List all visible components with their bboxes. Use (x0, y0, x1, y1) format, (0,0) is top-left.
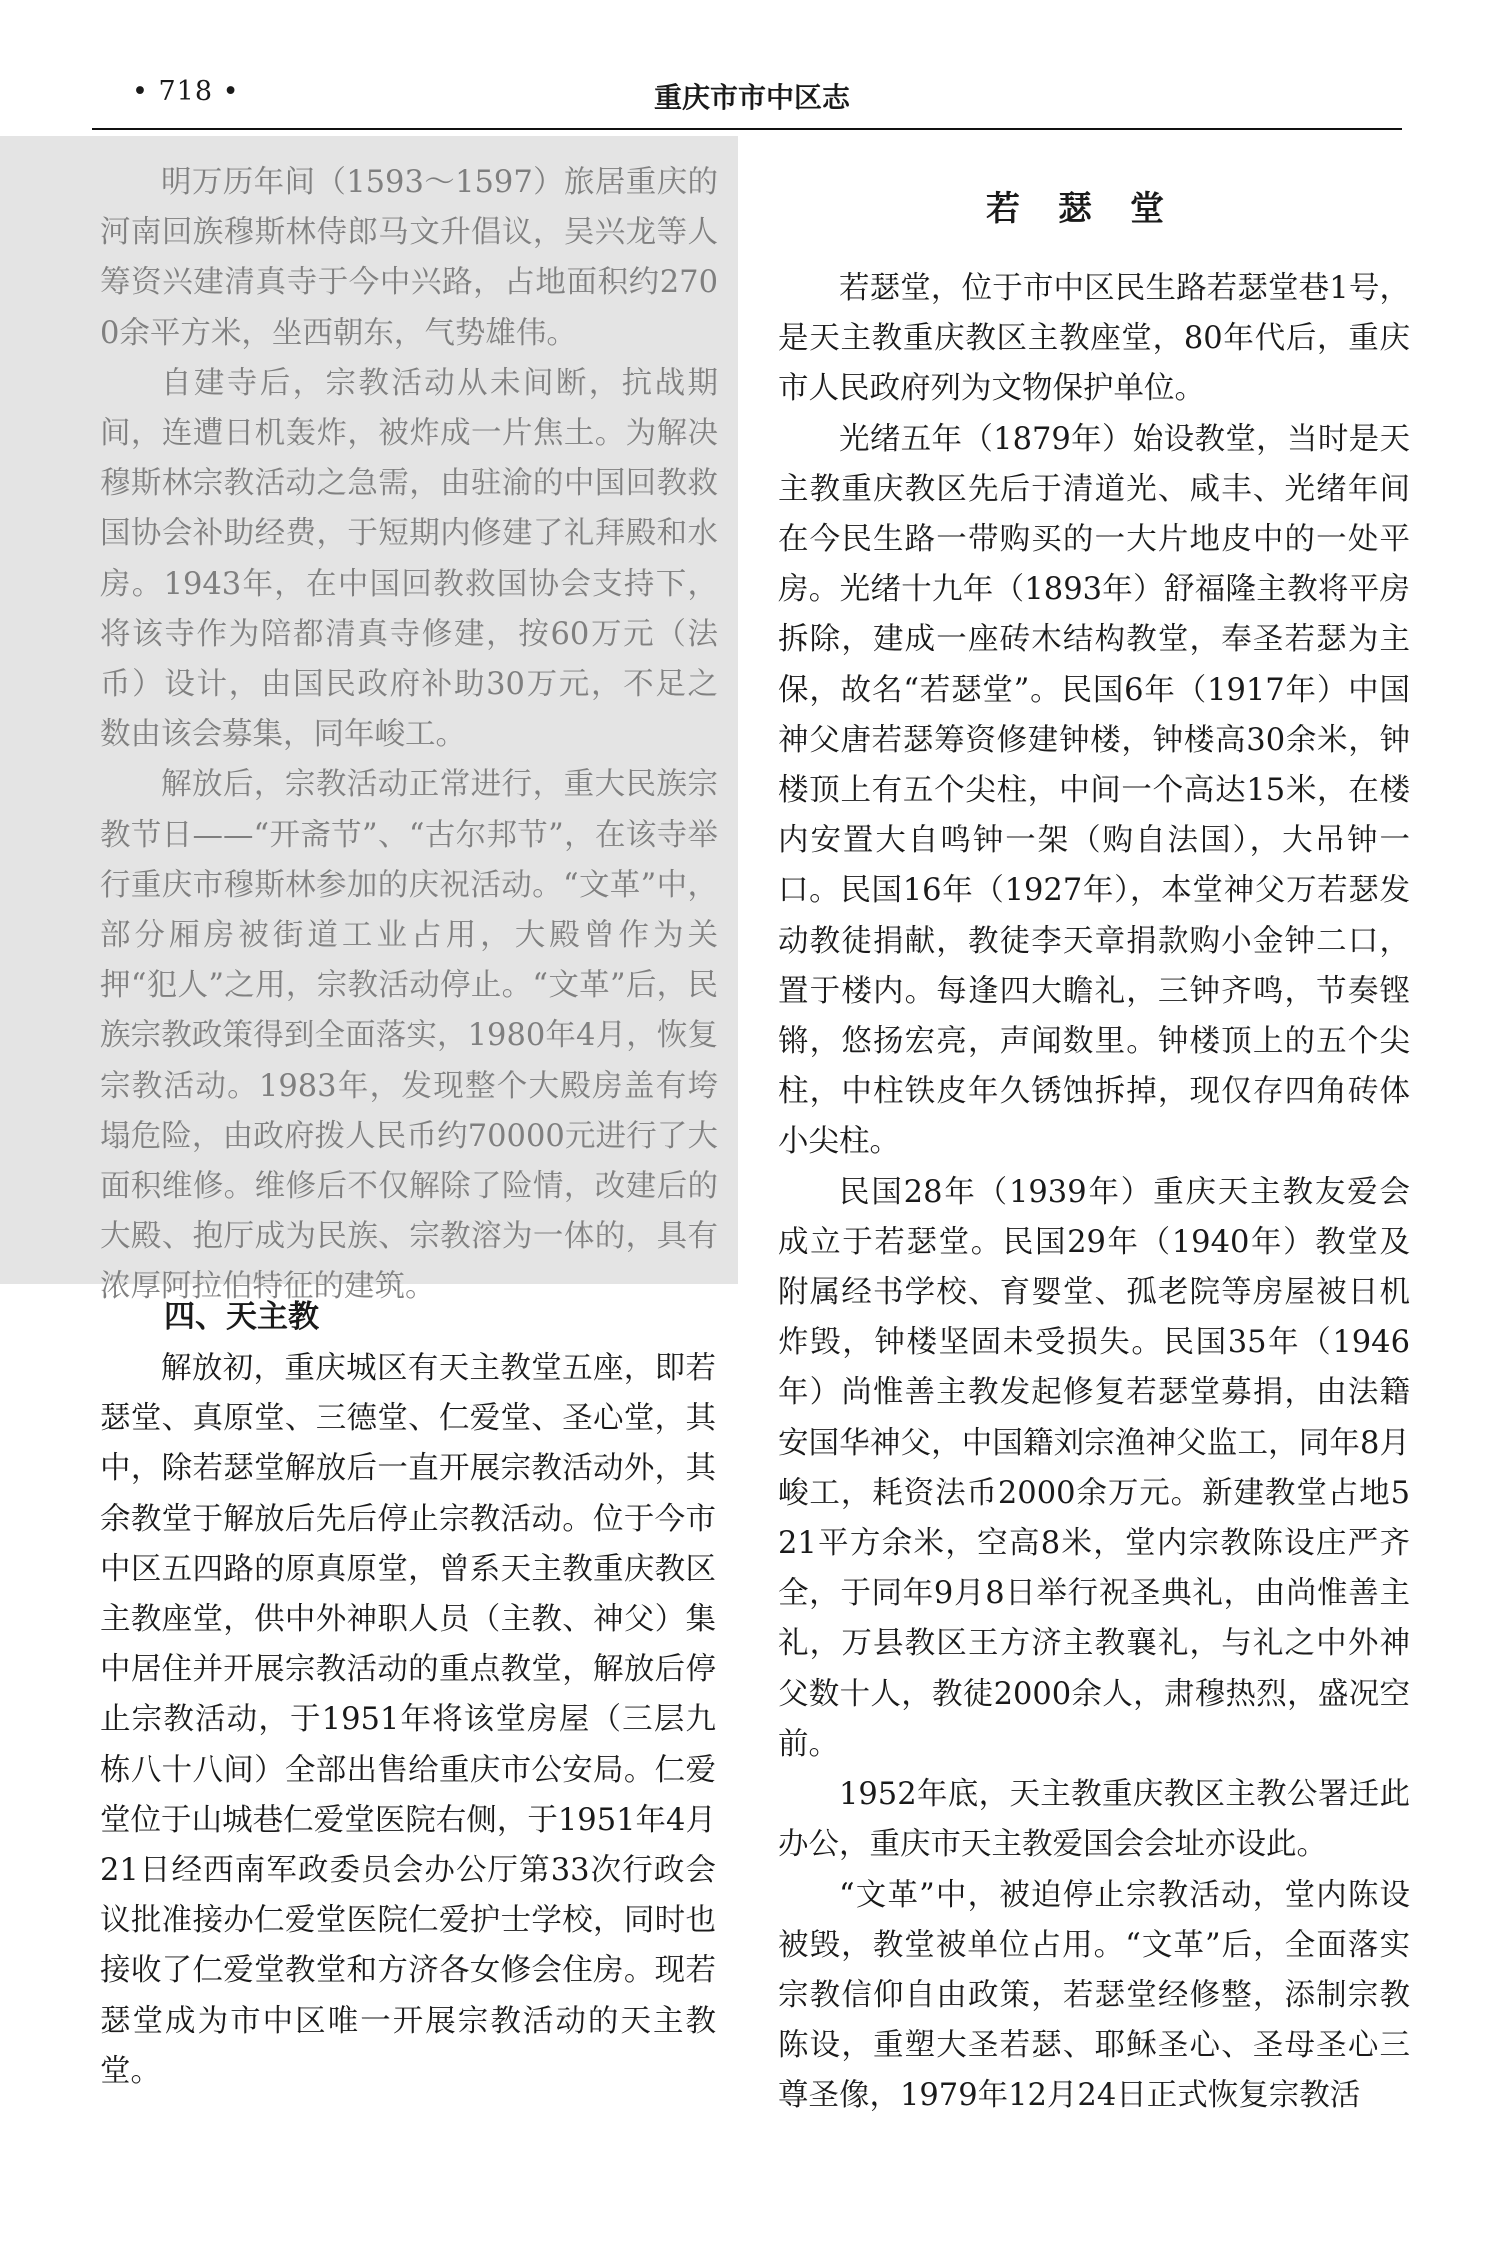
paragraph: 解放后，宗教活动正常进行，重大民族宗教节日——“开斋节”、“古尔邦节”，在该寺举行重庆市穆斯林参加的庆祝活动。“文革”中，部分厢房被街道工业占用，大殿曾作为关押“犯人”之用，宗教活动停止。“文革”后，民族宗教政策得到全面落实，1980年4月，恢复宗教活动。1983年，发现整个大殿房盖有垮塌危险，由政府拨人民币约70000元进行了大面积维修。维修后不仅解除了险情，改建后的大殿、抱厅成为民族、宗教溶为一体的，具有浓厚阿拉伯特征的建筑。 (100, 767, 718, 1305)
left-column (0, 136, 738, 2097)
paragraph: 光绪五年（1879年）始设教堂，当时是天主教重庆教区先后于清道光、咸丰、光绪年间在今民生路一带购买的一大片地皮中的一处平房。光绪十九年（1893年）舒福隆主教将平房拆除，建成一座砖木结构教堂，奉圣若瑟为主保，故名“若瑟堂”。民国6年（1917年）中国神父唐若瑟筹资修建钟楼，钟楼高30余米，钟楼顶上有五个尖柱，中间一个高达15米，在楼内安置大自鸣钟一架（购自法国），大吊钟一口。民国16年（1927年），本堂神父万若瑟发动教徒捐献，教徒李天章捐款购小金钟二口，置于楼内。每逢四大瞻礼，三钟齐鸣，节奏铿锵，悠扬宏亮，声闻数里。钟楼顶上的五个尖柱，中柱铁皮年久锈蚀拆掉，现仅存四角砖体小尖柱。 (778, 421, 1410, 1160)
running-title: 重庆市市中区志 (654, 81, 851, 114)
paragraph: 若瑟堂，位于市中区民生路若瑟堂巷1号，是天主教重庆教区主教座堂，80年代后，重庆市人民政府列为文物保护单位。 (778, 271, 1410, 407)
shaded-block (0, 136, 738, 1305)
paragraph: 解放初，重庆城区有天主教堂五座，即若瑟堂、真原堂、三德堂、仁爱堂、圣心堂，其中，除若瑟堂解放后一直开展宗教活动外，其余教堂于解放后先后停止宗教活动。位于今市中区五四路的原真原堂，曾系天主教重庆教区主教座堂，供中外神职人员（主教、神父）集中居住并开展宗教活动的重点教堂，解放后停止宗教活动，于1951年将该堂房屋（三层九栋八十八间）全部出售给重庆市公安局。仁爱堂位于山城巷仁爱堂医院右侧，于1951年4月21日经西南军政委员会办公厅第33次行政会议批准接办仁爱堂医院仁爱护士学校，同时也接收了仁爱堂教堂和方济各女修会住房。现若瑟堂成为市中区唯一开展宗教活动的天主教堂。 (100, 1351, 716, 2089)
paragraph: 明万历年间（1593～1597）旅居重庆的河南回族穆斯林侍郎马文升倡议，吴兴龙等人筹资兴建清真寺于今中兴路，占地面积约2700余平方米，坐西朝东，气势雄伟。 (100, 165, 718, 351)
subsection-title: 若瑟堂 (986, 189, 1202, 229)
paragraph: 民国28年（1939年）重庆天主教友爱会成立于若瑟堂。民国29年（1940年）教堂及附属经书学校、育婴堂、孤老院等房屋被日机炸毁，钟楼坚固未受损失。民国35年（1946年）尚惟善主教发起修复若瑟堂募捐，由法籍安国华神父，中国籍刘宗渔神父监工，同年8月峻工，耗资法币2000余万元。新建教堂占地521平方余米，空高8米，堂内宗教陈设庄严齐全，于同年9月8日举行祝圣典礼，由尚惟善主礼，万县教区王方济主教襄礼，与礼之中外神父数十人，教徒2000余人，肃穆热烈，盛况空前。 (778, 1174, 1410, 1762)
paragraph: 1952年底，天主教重庆教区主教公署迁此办公，重庆市天主教爱国会会址亦设此。 (778, 1777, 1410, 1863)
catholicism-section (0, 1284, 738, 2097)
paragraph: 自建寺后，宗教活动从未间断，抗战期间，连遭日机轰炸，被炸成一片焦土。为解决穆斯林宗教活动之急需，由驻渝的中国回教救国协会补助经费，于短期内修建了礼拜殿和水房。1943年，在中国回教救国协会支持下，将该寺作为陪都清真寺修建，按60万元（法币）设计，由国民政府补助30万元，不足之数由该会募集，同年峻工。 (100, 365, 718, 753)
paragraph: “文革”中，被迫停止宗教活动，堂内陈设被毁，教堂被单位占用。“文革”后，全面落实宗教信仰自由政策，若瑟堂经修整，添制宗教陈设，重塑大圣若瑟、耶稣圣心、圣母圣心三尊圣像，1979年12月24日正式恢复宗教活 (778, 1877, 1410, 2114)
section-heading: 四、天主教 (164, 1299, 319, 1335)
right-column (778, 136, 1410, 2122)
page-header (92, 66, 1402, 130)
page-number: • 718 • (132, 76, 240, 107)
